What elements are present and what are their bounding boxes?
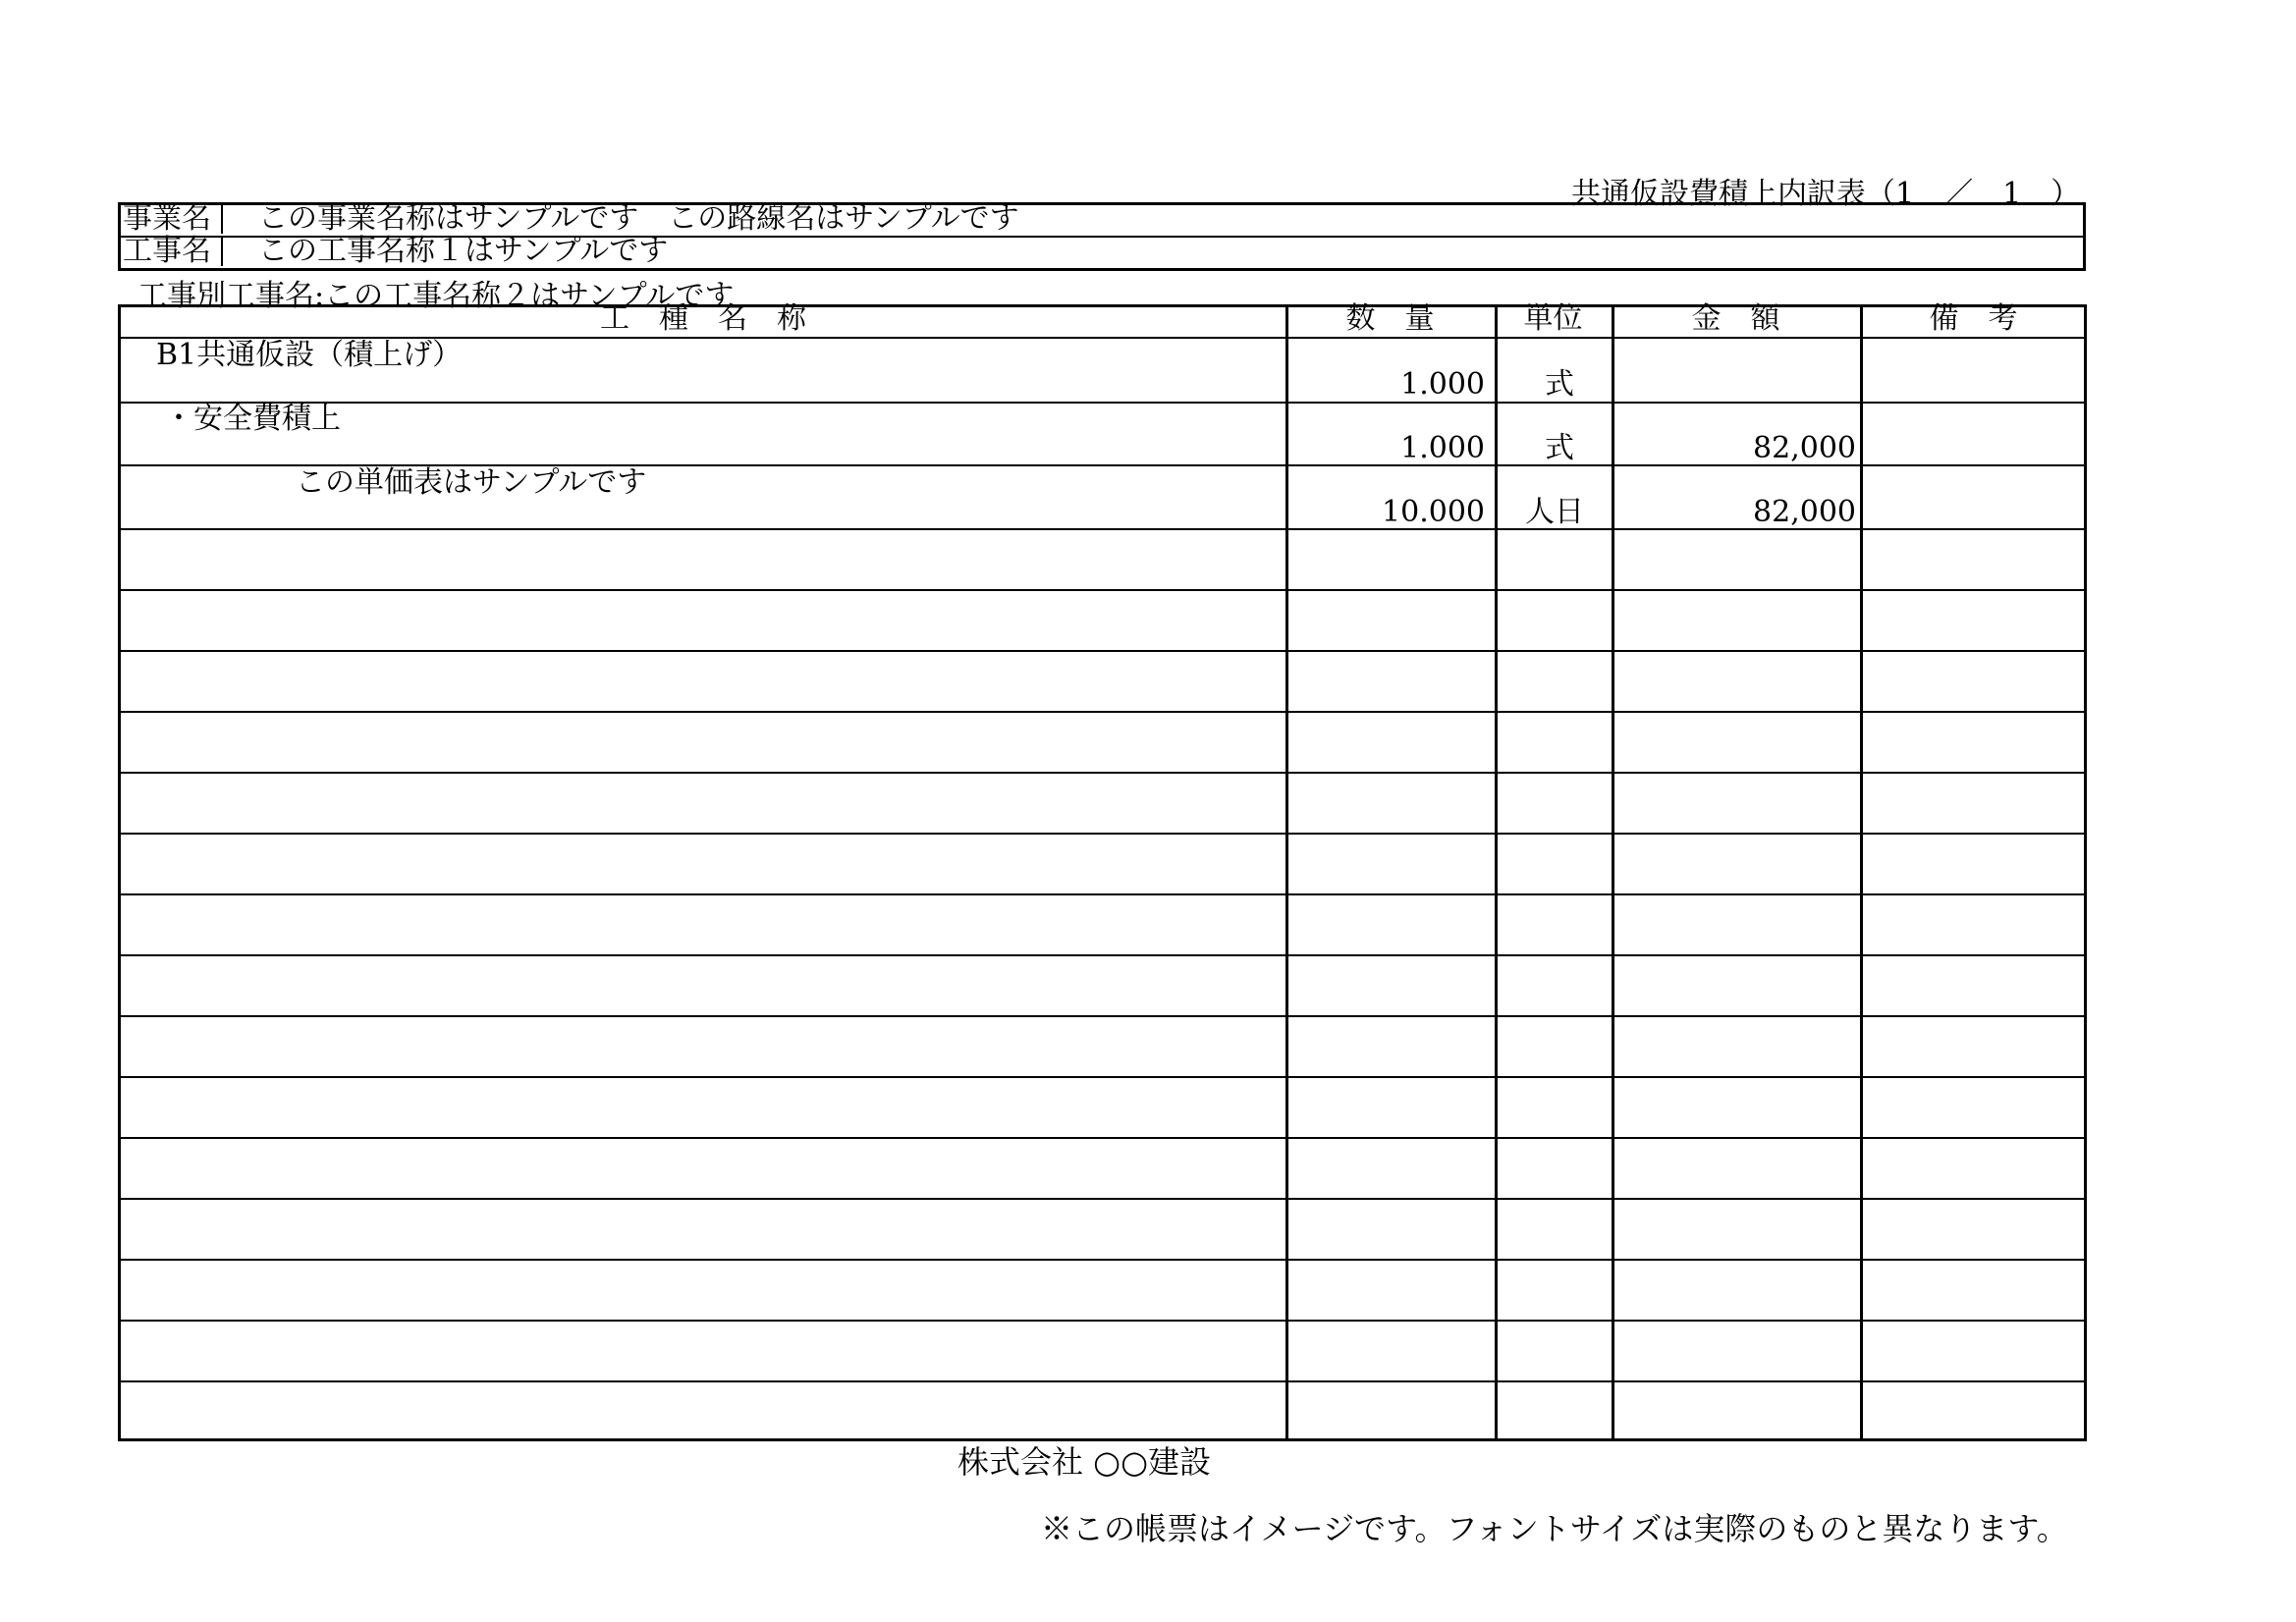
row-divider — [121, 772, 2084, 774]
row-divider — [121, 1380, 2084, 1382]
row-2-quantity: 1.000 — [1400, 431, 1485, 465]
row-1-unit: 式 — [1545, 367, 1574, 402]
column-divider — [1860, 307, 1863, 1438]
row-divider — [121, 833, 2084, 835]
row-3-name: この単価表はサンプルです — [296, 465, 647, 500]
row-divider — [121, 1259, 2084, 1261]
header-amount: 金 額 — [1691, 301, 1780, 336]
row-divider — [121, 589, 2084, 591]
project-value: この事業名称はサンプルです この路線名はサンプルです — [258, 201, 1019, 236]
column-divider — [1495, 307, 1498, 1438]
row-divider — [121, 711, 2084, 713]
row-2-unit: 式 — [1545, 431, 1574, 465]
row-divider — [121, 954, 2084, 956]
work-label: 工事名 — [123, 236, 223, 266]
row-1-name: B1共通仮設（積上げ） — [156, 338, 463, 372]
row-divider — [121, 650, 2084, 652]
header-unit: 単位 — [1523, 301, 1583, 336]
header-name: 工 種 名 称 — [600, 301, 806, 336]
row-1-quantity: 1.000 — [1400, 367, 1485, 402]
row-2-amount: 82,000 — [1753, 431, 1856, 465]
row-divider — [121, 1137, 2084, 1139]
row-divider — [121, 1320, 2084, 1322]
row-divider — [121, 402, 2084, 404]
column-divider — [1612, 307, 1614, 1438]
row-3-quantity: 10.000 — [1382, 495, 1485, 529]
project-label: 事業名 — [123, 203, 223, 234]
row-3-amount: 82,000 — [1753, 495, 1856, 529]
row-divider — [121, 1076, 2084, 1078]
document-title: 共通仮設費積上内訳表（1 ／ 1 ） — [1571, 177, 2081, 211]
breakdown-table — [118, 301, 2087, 1441]
header-quantity: 数 量 — [1345, 301, 1435, 336]
work-value: この工事名称１はサンプルです — [258, 234, 669, 268]
row-divider — [121, 893, 2084, 895]
disclaimer-note: ※この帳票はイメージです。フォントサイズは実際のものと異なります。 — [1041, 1510, 2068, 1547]
row-divider — [121, 1015, 2084, 1017]
column-divider — [1285, 307, 1288, 1438]
info-box — [118, 202, 2086, 271]
sub-work-name: 工事別工事名:この工事名称２はサンプルです — [137, 279, 735, 313]
row-divider — [121, 1198, 2084, 1200]
header-remarks: 備 考 — [1929, 301, 2018, 336]
company-name: 株式会社 ○○建設 — [957, 1443, 1212, 1481]
work-row — [121, 234, 2083, 268]
row-2-name: ・安全費積上 — [164, 402, 341, 436]
row-3-unit: 人日 — [1525, 495, 1584, 529]
